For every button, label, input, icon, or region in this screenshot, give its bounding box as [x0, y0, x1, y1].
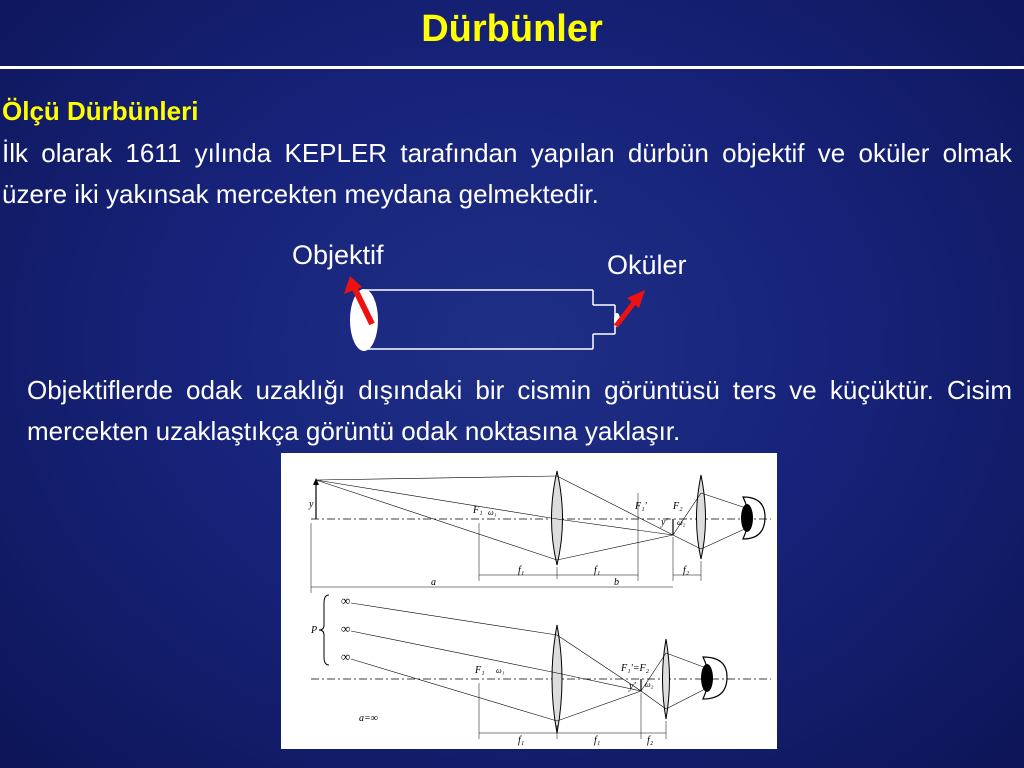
label-y: y [309, 499, 314, 510]
label-a-infinity: a=∞ [359, 713, 378, 724]
label-y-prime-bottom: y' [629, 681, 636, 692]
image-formation-paragraph: Objektiflerde odak uzaklığı dışındaki bir cismin görüntüsü ters ve küçüktür. Cisim mercekten uzaklaştıkça görüntü odak noktasına yaklaşır. [27, 375, 1012, 446]
label-f1-left: f₁ [518, 565, 525, 576]
label-omega2-bottom: ω₂ [645, 680, 654, 689]
ocular-label: Oküler [607, 250, 687, 280]
label-infinity-3: ∞ [341, 649, 351, 664]
section-subtitle: Ölçü Dürbünleri [2, 96, 199, 126]
label-P: P [311, 625, 318, 636]
label-omega1-bottom: ω₁ [496, 666, 505, 675]
label-F1-prime: F₁' [635, 501, 647, 512]
telescope-sketch [340, 272, 660, 362]
page-title: Dürbünler [421, 8, 603, 50]
label-F1-bottom: F₁ [475, 665, 485, 676]
kepler-telescope-diagram [281, 453, 777, 749]
label-omega2: ω₂ [677, 518, 686, 527]
label-f2: f₂ [683, 565, 690, 576]
label-f1-right-bottom: f₁ [594, 735, 601, 746]
label-a: a [431, 577, 436, 588]
label-infinity-1: ∞ [341, 593, 351, 608]
label-f2-bottom: f₂ [647, 735, 654, 746]
ocular-arrow [616, 300, 636, 326]
label-y-prime: y' [661, 517, 668, 528]
label-F1: F₁ [473, 505, 483, 516]
objective-lens-shape [350, 289, 378, 351]
objective-label: Objektif [292, 240, 384, 270]
label-omega1: ω₁ [488, 508, 497, 517]
label-F1-equals-F2: F₁'=F₂ [621, 663, 650, 674]
label-F2: F₂ [673, 501, 683, 512]
label-f1-left-bottom: f₁ [518, 735, 525, 746]
label-f1-right: f₁ [594, 565, 601, 576]
title-divider [0, 66, 1024, 69]
intro-paragraph: İlk olarak 1611 yılında KEPLER tarafından yapılan dürbün objektif ve oküler olmak üzere iki yakınsak mercekten meydana gelmektedir. [2, 138, 1012, 209]
label-infinity-2: ∞ [341, 621, 351, 636]
label-b: b [614, 577, 619, 588]
